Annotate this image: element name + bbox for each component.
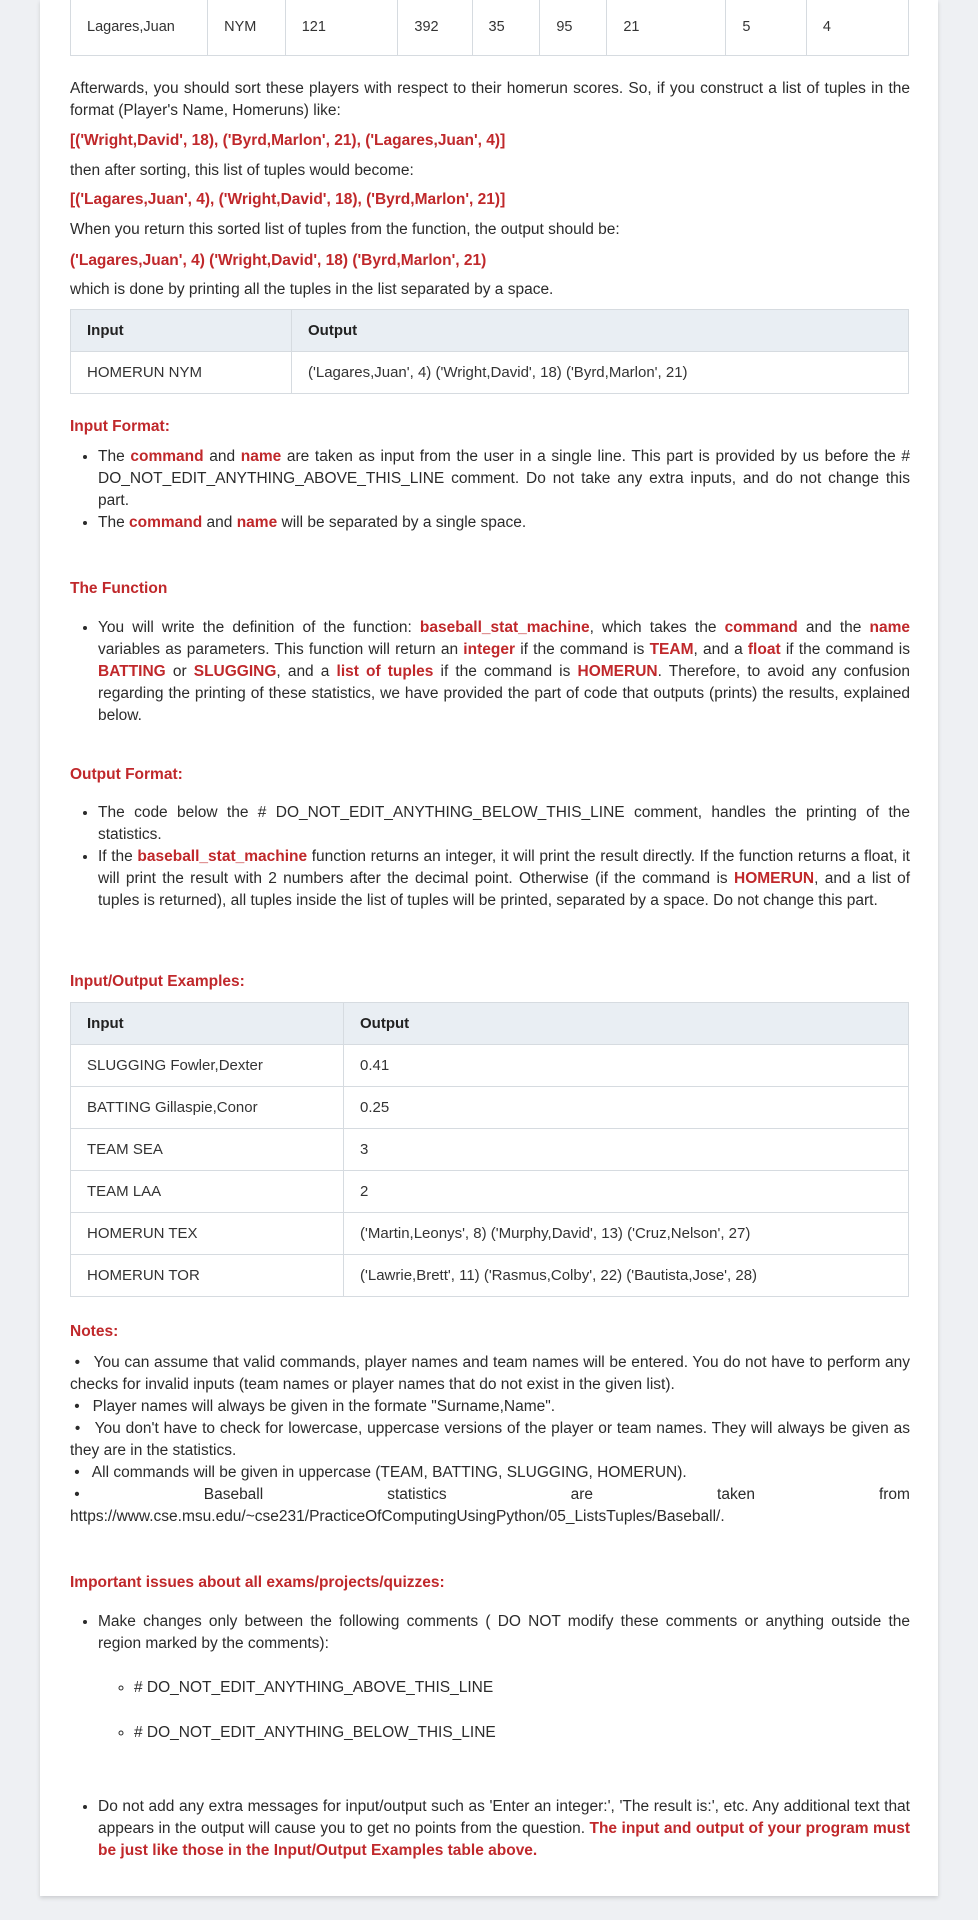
text: , and a list of tuples is returned), all tuples inside the list of tuples will be printed, separated by a space. Do not change this part. [98,870,911,909]
output-line: ('Lagares,Juan', 4) ('Wright,David', 18) ('Byrd,Marlon', 21) [70,252,487,269]
io-examples-heading: Input/Output Examples: [70,973,245,990]
keyword: BATTING [98,663,166,680]
table-header-row [71,1003,909,1045]
keyword: baseball_stat_machine [137,848,308,865]
text: . Therefore, to avoid any confusion regarding the printing of these statistics, we have provided the part of code that outputs (prints) the results, explained below. [98,663,910,724]
table-row [71,1045,909,1087]
keyword: HOMERUN [577,663,658,680]
table-cell: HOMERUN TEX [71,1213,344,1255]
important-list-2 [70,1796,910,1862]
table-cell: ('Lawrie,Brett', 11) ('Rasmus,Colby', 22) ('Bautista,Jose', 28) [344,1255,909,1297]
list-item [98,846,910,912]
keyword: float [747,641,781,658]
text: , which takes the [589,619,725,636]
keyword: name [236,514,278,531]
table-cell: HOMERUN NYM [71,352,292,394]
notes-block [70,1352,910,1528]
table-cell: 4 [806,0,908,56]
table-cell: 121 [285,0,398,56]
text: The [98,448,131,465]
keyword: integer [463,641,515,658]
function-list [70,617,910,727]
table-row [71,1171,909,1213]
note-text: All commands will be given in uppercase (TEAM, BATTING, SLUGGING, HOMERUN). [91,1464,687,1481]
note-word: are [570,1486,594,1503]
table-cell: SLUGGING Fowler,Dexter [71,1045,344,1087]
note-word: statistics [387,1486,447,1503]
keyword: name [240,448,282,465]
note-item: • Player names will always be given in the formate "Surname,Name". [70,1398,556,1415]
text: and [203,448,241,465]
text: and the [797,619,870,636]
important-heading: Important issues about all exams/projects/quizzes: [70,1574,445,1591]
table-header: Input [71,310,292,352]
io-examples-table [70,1002,909,1297]
note-item: • All commands will be given in uppercase (TEAM, BATTING, SLUGGING, HOMERUN). [70,1464,687,1481]
keyword: TEAM [649,641,694,658]
text: If the [98,848,138,865]
list-item [98,1796,910,1862]
table-cell: TEAM SEA [71,1129,344,1171]
keyword: command [130,448,204,465]
list-item: • Make changes only between the following comments ( DO NOT modify these comments or anything outside the region marked by the comments): [98,1611,910,1655]
input-format-list [70,446,910,534]
note-word: from [878,1486,910,1503]
table-cell: 95 [540,0,607,56]
note-word: Baseball [203,1486,264,1503]
text: The [98,514,130,531]
table-row [71,1255,909,1297]
keyword: command [129,514,203,531]
list-item: ◦ # DO_NOT_EDIT_ANYTHING_BELOW_THIS_LINE [134,1722,496,1744]
table-row [71,352,909,394]
note-text: You don't have to check for lowercase, uppercase versions of the player or team names. They will always be given as they are in the statistics. [70,1420,910,1459]
text: if the command is [780,641,910,658]
keyword: HOMERUN [734,870,815,887]
text: if the command is [433,663,578,680]
table-row [71,1129,909,1171]
list-item [98,617,910,727]
table-cell: ('Martin,Leonys', 8) ('Murphy,David', 13) ('Cruz,Nelson', 27) [344,1213,909,1255]
table-header: Output [344,1003,909,1045]
function-heading: The Function [70,580,168,597]
tuples-after: [('Lagares,Juan', 4), ('Wright,David', 18), ('Byrd,Marlon', 21)] [70,191,506,208]
table-cell: 2 [344,1171,909,1213]
text: and [202,514,237,531]
table-cell: 21 [607,0,726,56]
table-cell: ('Lagares,Juan', 4) ('Wright,David', 18) ('Byrd,Marlon', 21) [292,352,909,394]
stats-table [70,0,909,56]
table-header-row [71,310,909,352]
table-cell: 35 [472,0,540,56]
keyword: SLUGGING [193,663,277,680]
table-row [71,1213,909,1255]
printing-text: which is done by printing all the tuples in the list separated by a space. [70,281,554,298]
output-format-heading: Output Format: [70,766,183,783]
text: variables as parameters. This function will return an [98,641,464,658]
list-item [98,512,910,534]
text: are taken as input from the user in a single line. This part is provided by us before the # DO_NOT_EDIT_ANYTHING_ABOVE_THIS_LINE comment. Do not take any extra inputs, and do not change this part. [98,448,910,509]
text: if the command is [514,641,650,658]
input-format-heading: Input Format: [70,418,170,435]
note-word: taken [717,1486,755,1503]
table-header: Output [292,310,909,352]
table-header: Input [71,1003,344,1045]
table-cell: NYM [208,0,286,56]
list-item: ◦ # DO_NOT_EDIT_ANYTHING_ABOVE_THIS_LINE [134,1677,493,1699]
notes-heading: Notes: [70,1323,119,1340]
keyword: name [869,619,910,636]
note-item: • You can assume that valid commands, player names and team names will be entered. You do not have to perform any checks for invalid inputs (team names or player names that do not exist in the given list). [70,1354,910,1393]
list-item [98,446,910,512]
keyword: baseball_stat_machine [419,619,590,636]
table-cell: HOMERUN TOR [71,1255,344,1297]
bullet: • [70,1486,80,1503]
text: , and a [693,641,748,658]
text: Do not add any extra messages for input/output such as 'Enter an integer:', 'The result is:', etc. Any additional text that appears in the output will cause you to get no points from the question. [98,1798,910,1837]
output-format-list [70,802,910,912]
note-item [70,1484,910,1506]
table-cell: 3 [344,1129,909,1171]
table-cell: 5 [726,0,807,56]
note-text: Player names will always be given in the formate "Surname,Name". [92,1398,556,1415]
document-page [40,0,938,1896]
table-row [71,0,909,56]
sort-paragraph: Afterwards, you should sort these players with respect to their homerun scores. So, if you construct a list of tuples in the format (Player's Name, Homeruns) like: [70,80,910,119]
table-cell: 392 [398,0,472,56]
tuples-before: [('Wright,David', 18), ('Byrd,Marlon', 21), ('Lagares,Juan', 4)] [70,132,506,149]
text: function returns an integer, it will print the result directly. If the function returns a float, it will print the result with 2 numbers after the decimal point. Otherwise (if the command is [98,848,910,887]
table-cell: Lagares,Juan [71,0,208,56]
comment-list-2 [106,1722,496,1744]
example-table [70,309,909,394]
note-text: You can assume that valid commands, player names and team names will be entered. You do not have to perform any checks for invalid inputs (team names or player names that do not exist in the given list). [70,1354,910,1393]
table-cell: TEAM LAA [71,1171,344,1213]
text: , and a [276,663,337,680]
table-cell: 0.25 [344,1087,909,1129]
keyword: command [724,619,798,636]
important-list [70,1611,910,1655]
note-item: • You don't have to check for lowercase, uppercase versions of the player or team names. They will always be given as they are in the statistics. [70,1420,910,1459]
list-item: • The code below the # DO_NOT_EDIT_ANYTHING_BELOW_THIS_LINE comment, handles the printing of the statistics. [98,802,910,846]
text: or [165,663,194,680]
table-cell: BATTING Gillaspie,Conor [71,1087,344,1129]
table-row [71,1087,909,1129]
keyword: The input and output of your program must be just like those in the Input/Output Examples table above. [98,1820,910,1859]
after-sort-text: then after sorting, this list of tuples would become: [70,162,414,179]
comment-list-1 [106,1677,493,1699]
keyword: list of tuples [336,663,434,680]
text: You will write the definition of the function: [98,619,420,636]
note-url: https://www.cse.msu.edu/~cse231/PracticeOfComputingUsingPython/05_ListsTuples/Baseball/. [70,1508,725,1525]
text: will be separated by a single space. [277,514,527,531]
return-text: When you return this sorted list of tuples from the function, the output should be: [70,221,620,238]
table-cell: 0.41 [344,1045,909,1087]
